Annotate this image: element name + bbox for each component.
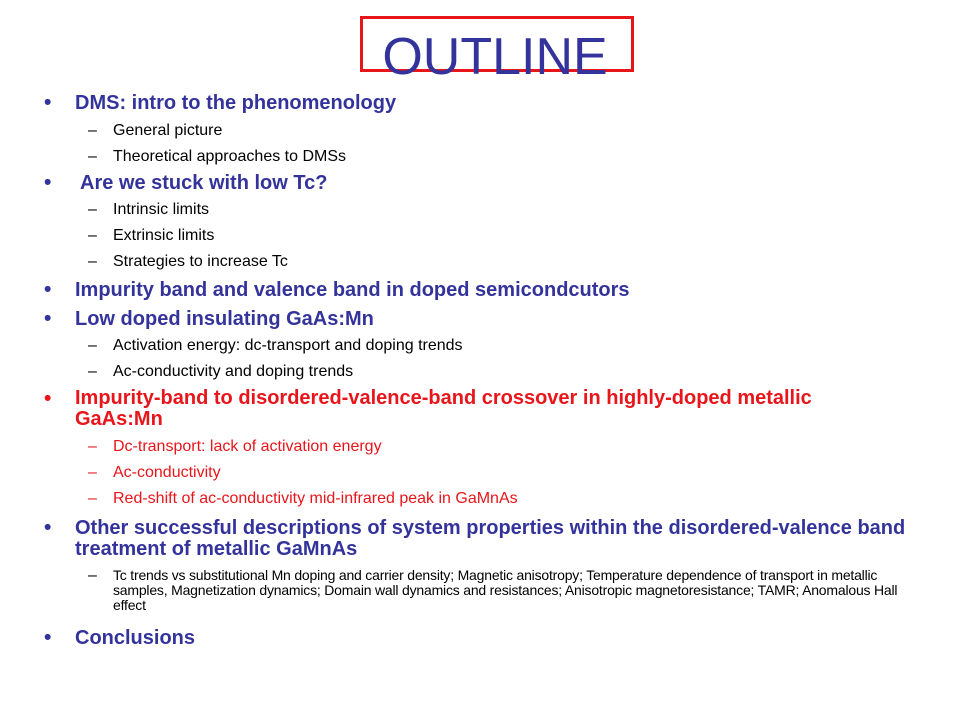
dash-icon: – xyxy=(88,201,97,218)
bullet-icon: • xyxy=(44,387,52,410)
outline-heading: Impurity-band to disordered-valence-band crossover in highly-doped metallic GaAs:Mn xyxy=(75,387,812,430)
bullet-icon: • xyxy=(44,516,52,539)
bullet-icon: • xyxy=(44,626,52,649)
dash-icon: – xyxy=(88,464,97,481)
outline-heading: DMS: intro to the phenomenology xyxy=(75,92,397,114)
bullet-icon: • xyxy=(44,91,52,114)
outline-subitem: Strategies to increase Tc xyxy=(113,253,288,270)
outline-heading: Conclusions xyxy=(75,627,196,649)
outline-subitem: Activation energy: dc-transport and doping trends xyxy=(113,337,463,354)
dash-icon: – xyxy=(88,148,97,165)
dash-icon: – xyxy=(88,363,97,380)
outline-subitem: Extrinsic limits xyxy=(113,227,215,244)
bullet-icon: • xyxy=(44,278,52,301)
outline-heading: Low doped insulating GaAs:Mn xyxy=(75,308,374,330)
outline-subitem: Tc trends vs substitutional Mn doping and carrier density; Magnetic anisotropy; Temperature dependence of transport in metallic samples, Magnetization dynamics; Domain wall dynamics and resistances; Anisotropic magnetoresistance; TAMR; Anomalous Hall effect xyxy=(113,567,898,613)
dash-icon: – xyxy=(88,122,97,139)
bullet-icon: • xyxy=(44,307,52,330)
outline-heading: Other successful descriptions of system properties within the disordered-valence band treatment of metallic GaMnAs xyxy=(75,517,906,560)
bullet-icon: • xyxy=(44,171,52,194)
outline-subitem: Ac-conductivity and doping trends xyxy=(113,363,354,380)
outline-subitem: Red-shift of ac-conductivity mid-infrared peak in GaMnAs xyxy=(113,490,518,507)
dash-icon: – xyxy=(88,490,97,507)
dash-icon: – xyxy=(88,227,97,244)
outline-subitem: Theoretical approaches to DMSs xyxy=(113,148,346,165)
outline-subitem: Dc-transport: lack of activation energy xyxy=(113,438,382,455)
dash-icon: – xyxy=(88,567,97,584)
dash-icon: – xyxy=(88,253,97,270)
outline-subitem: Ac-conductivity xyxy=(113,464,221,481)
outline-heading: Are we stuck with low Tc? xyxy=(80,172,328,194)
outline-heading: Impurity band and valence band in doped semicondcutors xyxy=(75,279,630,301)
slide-title: OUTLINE xyxy=(382,28,608,86)
dash-icon: – xyxy=(88,438,97,455)
outline-subitem: General picture xyxy=(113,122,223,139)
outline-subitem: Intrinsic limits xyxy=(113,201,210,218)
dash-icon: – xyxy=(88,337,97,354)
